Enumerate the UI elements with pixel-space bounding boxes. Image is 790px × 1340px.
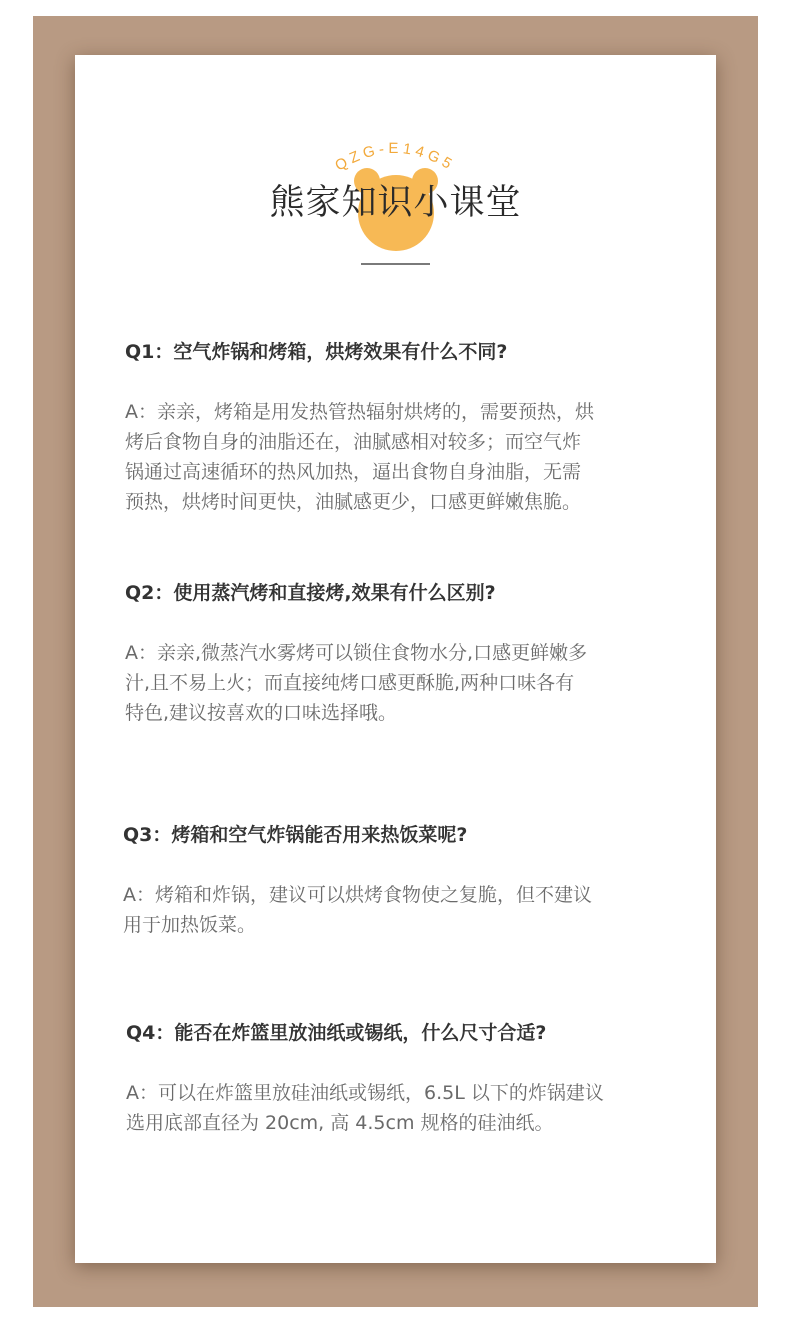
answer-line: A：可以在炸篮里放硅油纸或锡纸，6.5L 以下的炸锅建议 (126, 1082, 604, 1104)
page-header (75, 55, 716, 285)
qa-item-4 (126, 1020, 686, 1138)
answer-line: 锅通过高速循环的热风加热，逼出食物自身油脂，无需 (125, 461, 582, 483)
answer-4 (126, 1078, 686, 1138)
answer-line: A：烤箱和炸锅，建议可以烘烤食物使之复脆，但不建议 (123, 884, 592, 906)
answer-line: A：亲亲,微蒸汽水雾烤可以锁住食物水分,口感更鲜嫩多 (125, 642, 588, 664)
answer-line: 用于加热饭菜。 (123, 914, 257, 936)
question-4: Q4：能否在炸篮里放油纸或锡纸，什么尺寸合适? (126, 1022, 547, 1044)
answer-line: 选用底部直径为 20cm, 高 4.5cm 规格的硅油纸。 (126, 1112, 554, 1134)
qa-item-3 (123, 822, 683, 940)
answer-line: 烤后食物自身的油脂还在，油腻感相对较多；而空气炸 (125, 431, 582, 453)
page-title: 熊家知识小课堂 (269, 183, 522, 223)
svg-text:QZG-E14G5: QZG-E14G5 (332, 139, 458, 175)
question-2: Q2：使用蒸汽烤和直接烤,效果有什么区别? (125, 582, 496, 604)
question-3: Q3：烤箱和空气炸锅能否用来热饭菜呢? (123, 824, 468, 846)
answer-line: A：亲亲，烤箱是用发热管热辐射烘烤的，需要预热，烘 (125, 401, 594, 423)
answer-line: 预热，烘烤时间更快，油腻感更少，口感更鲜嫩焦脆。 (125, 491, 582, 513)
answer-1 (125, 397, 685, 517)
answer-2 (125, 638, 685, 728)
title-divider (361, 263, 430, 265)
qa-item-2 (125, 580, 685, 728)
answer-3 (123, 880, 683, 940)
qa-item-1 (125, 339, 685, 517)
answer-line: 特色,建议按喜欢的口味选择哦。 (125, 702, 398, 724)
answer-line: 汁,且不易上火；而直接纯烤口感更酥脆,两种口味各有 (125, 672, 575, 694)
content-card (75, 55, 716, 1263)
question-1: Q1：空气炸锅和烤箱，烘烤效果有什么不同? (125, 341, 508, 363)
